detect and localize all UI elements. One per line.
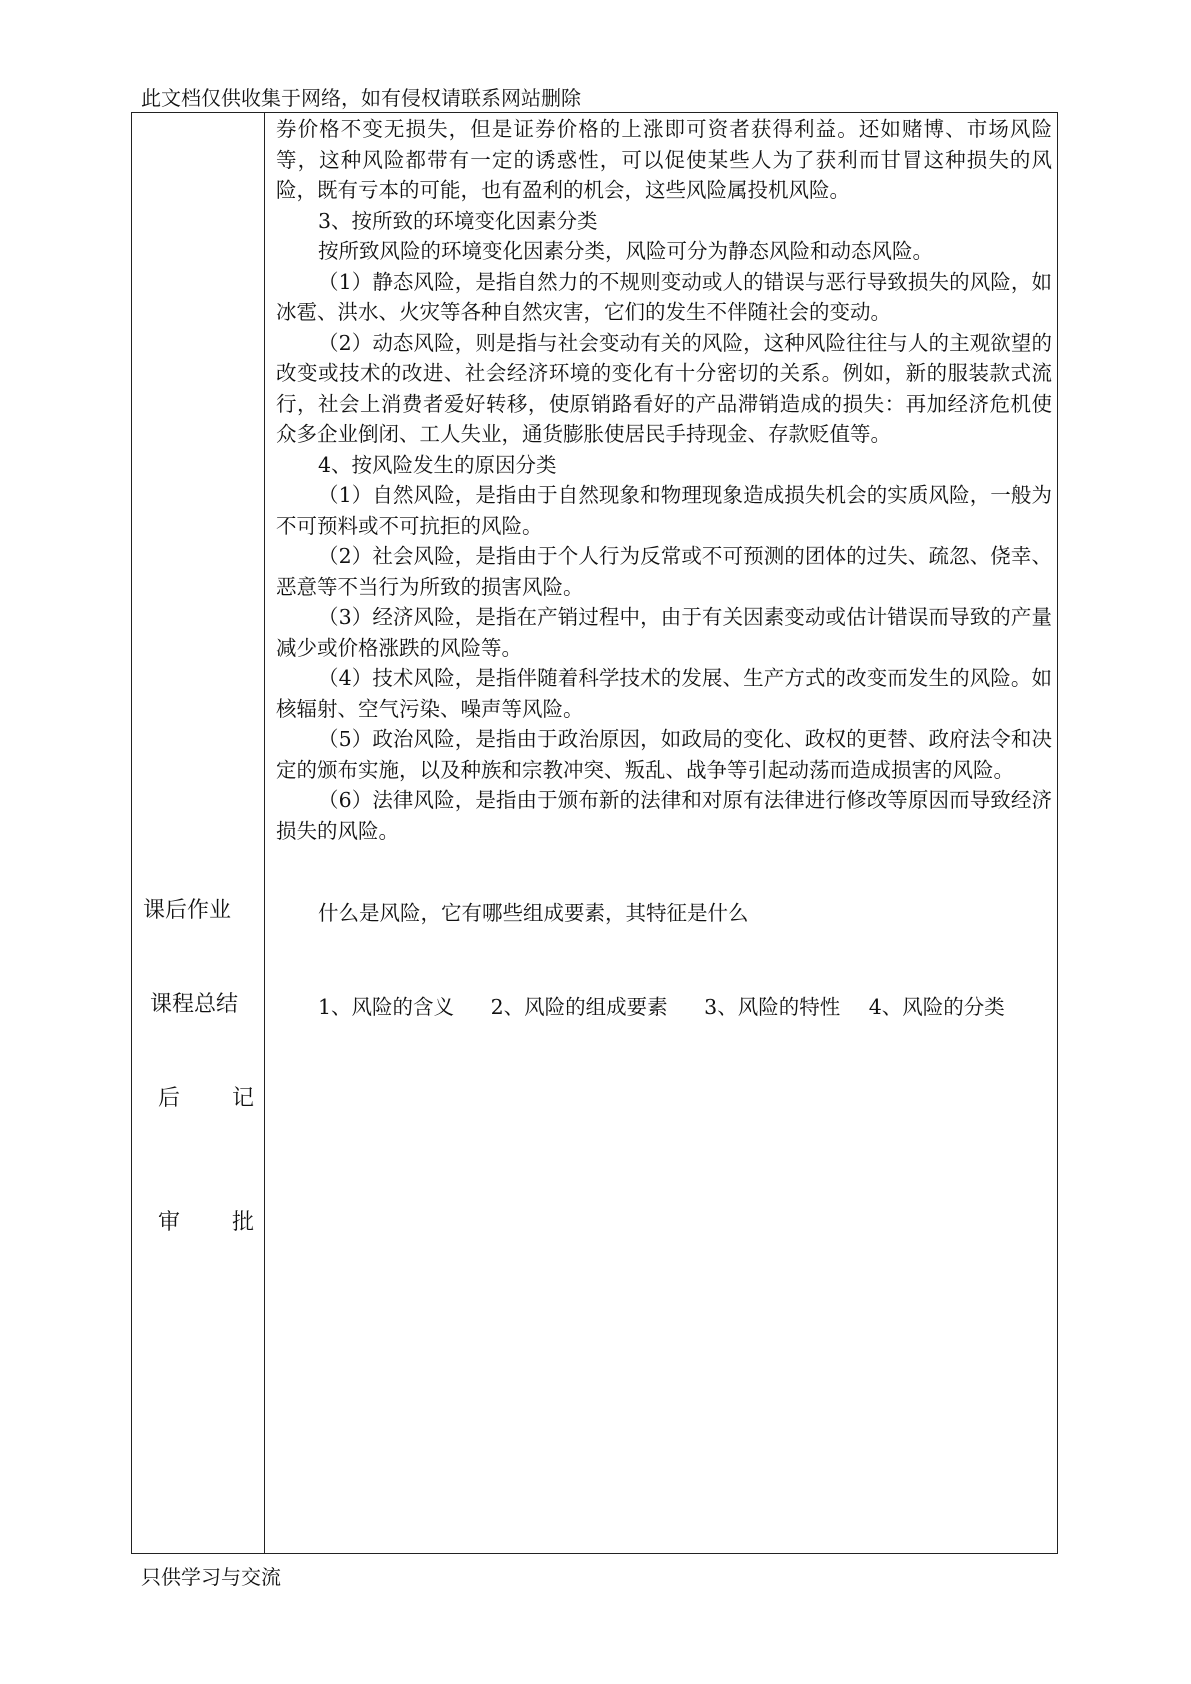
approval-label-char: 审 xyxy=(158,1210,181,1235)
paragraph-natural-risk: （1）自然风险，是指由于自然现象和物理现象造成损失机会的实质风险，一般为不可预料或不可抗拒的风险。 xyxy=(276,483,1052,538)
homework-label: 课后作业 xyxy=(143,898,232,923)
lesson-content xyxy=(276,114,1052,846)
paragraph-social-risk: （2）社会风险，是指由于个人行为反常或不可预测的团体的过失、疏忽、侥幸、恶意等不当行为所致的损害风险。 xyxy=(276,544,1052,599)
postscript-label xyxy=(158,1084,254,1114)
approval-label-char: 批 xyxy=(232,1210,255,1235)
summary-item: 2、风险的组成要素 xyxy=(490,995,668,1019)
paragraph-political-risk: （5）政治风险，是指由于政治原因，如政局的变化、政权的更替、政府法令和决定的颁布实施，以及种族和宗教冲突、叛乱、战争等引起动荡而造成损害的风险。 xyxy=(276,727,1052,782)
postscript-label-char: 后 xyxy=(158,1086,181,1111)
summary-item: 1、风险的含义 xyxy=(318,995,455,1019)
postscript-label-char: 记 xyxy=(232,1086,255,1111)
paragraph-static-risk: （1）静态风险，是指自然力的不规则变动或人的错误与恶行导致损失的风险，如冰雹、洪水、火灾等各种自然灾害，它们的发生不伴随社会的变动。 xyxy=(276,269,1052,324)
paragraph-technical-risk: （4）技术风险，是指伴随着科学技术的发展、生产方式的改变而发生的风险。如核辐射、空气污染、噪声等风险。 xyxy=(276,666,1052,721)
section-heading-3: 3、按所致的环境变化因素分类 xyxy=(318,208,598,233)
homework-text: 什么是风险，它有哪些组成要素，其特征是什么 xyxy=(318,901,749,925)
summary-item: 4、风险的分类 xyxy=(868,995,1005,1019)
paragraph-continuation: 券价格不变无损失，但是证券价格的上涨即可资者获得利益。还如赌博、市场风险等，这种风险都带有一定的诱惑性，可以促使某些人为了获利而甘冒这种损失的风险，既有亏本的可能，也有盈利的机会，这些风险属投机风险。 xyxy=(276,117,1052,202)
approval-label xyxy=(158,1208,254,1238)
summary-items xyxy=(318,992,1035,1022)
page-header-note: 此文档仅供收集于网络，如有侵权请联系网站删除 xyxy=(141,86,581,110)
paragraph-legal-risk: （6）法律风险，是指由于颁布新的法律和对原有法律进行修改等原因而导致经济损失的风险。 xyxy=(276,788,1052,843)
page-footer-note: 只供学习与交流 xyxy=(141,1565,281,1589)
paragraph-economic-risk: （3）经济风险，是指在产销过程中，由于有关因素变动或估计错误而导致的产量减少或价格涨跌的风险等。 xyxy=(276,605,1052,660)
paragraph-dynamic-risk: （2）动态风险，则是指与社会变动有关的风险，这种风险往往与人的主观欲望的改变或技术的改进、社会经济环境的变化有十分密切的关系。例如，新的服装款式流行，社会上消费者爱好转移，使原销路看好的产品滞销造成的损失：再加经济危机使众多企业倒闭、工人失业，通货膨胀使居民手持现金、存款贬值等。 xyxy=(276,330,1052,446)
summary-label: 课程总结 xyxy=(150,992,239,1017)
summary-item: 3、风险的特性 xyxy=(704,995,841,1019)
column-divider xyxy=(264,112,265,1554)
paragraph: 按所致风险的环境变化因素分类，风险可分为静态风险和动态风险。 xyxy=(318,239,933,263)
section-heading-4: 4、按风险发生的原因分类 xyxy=(318,452,557,477)
